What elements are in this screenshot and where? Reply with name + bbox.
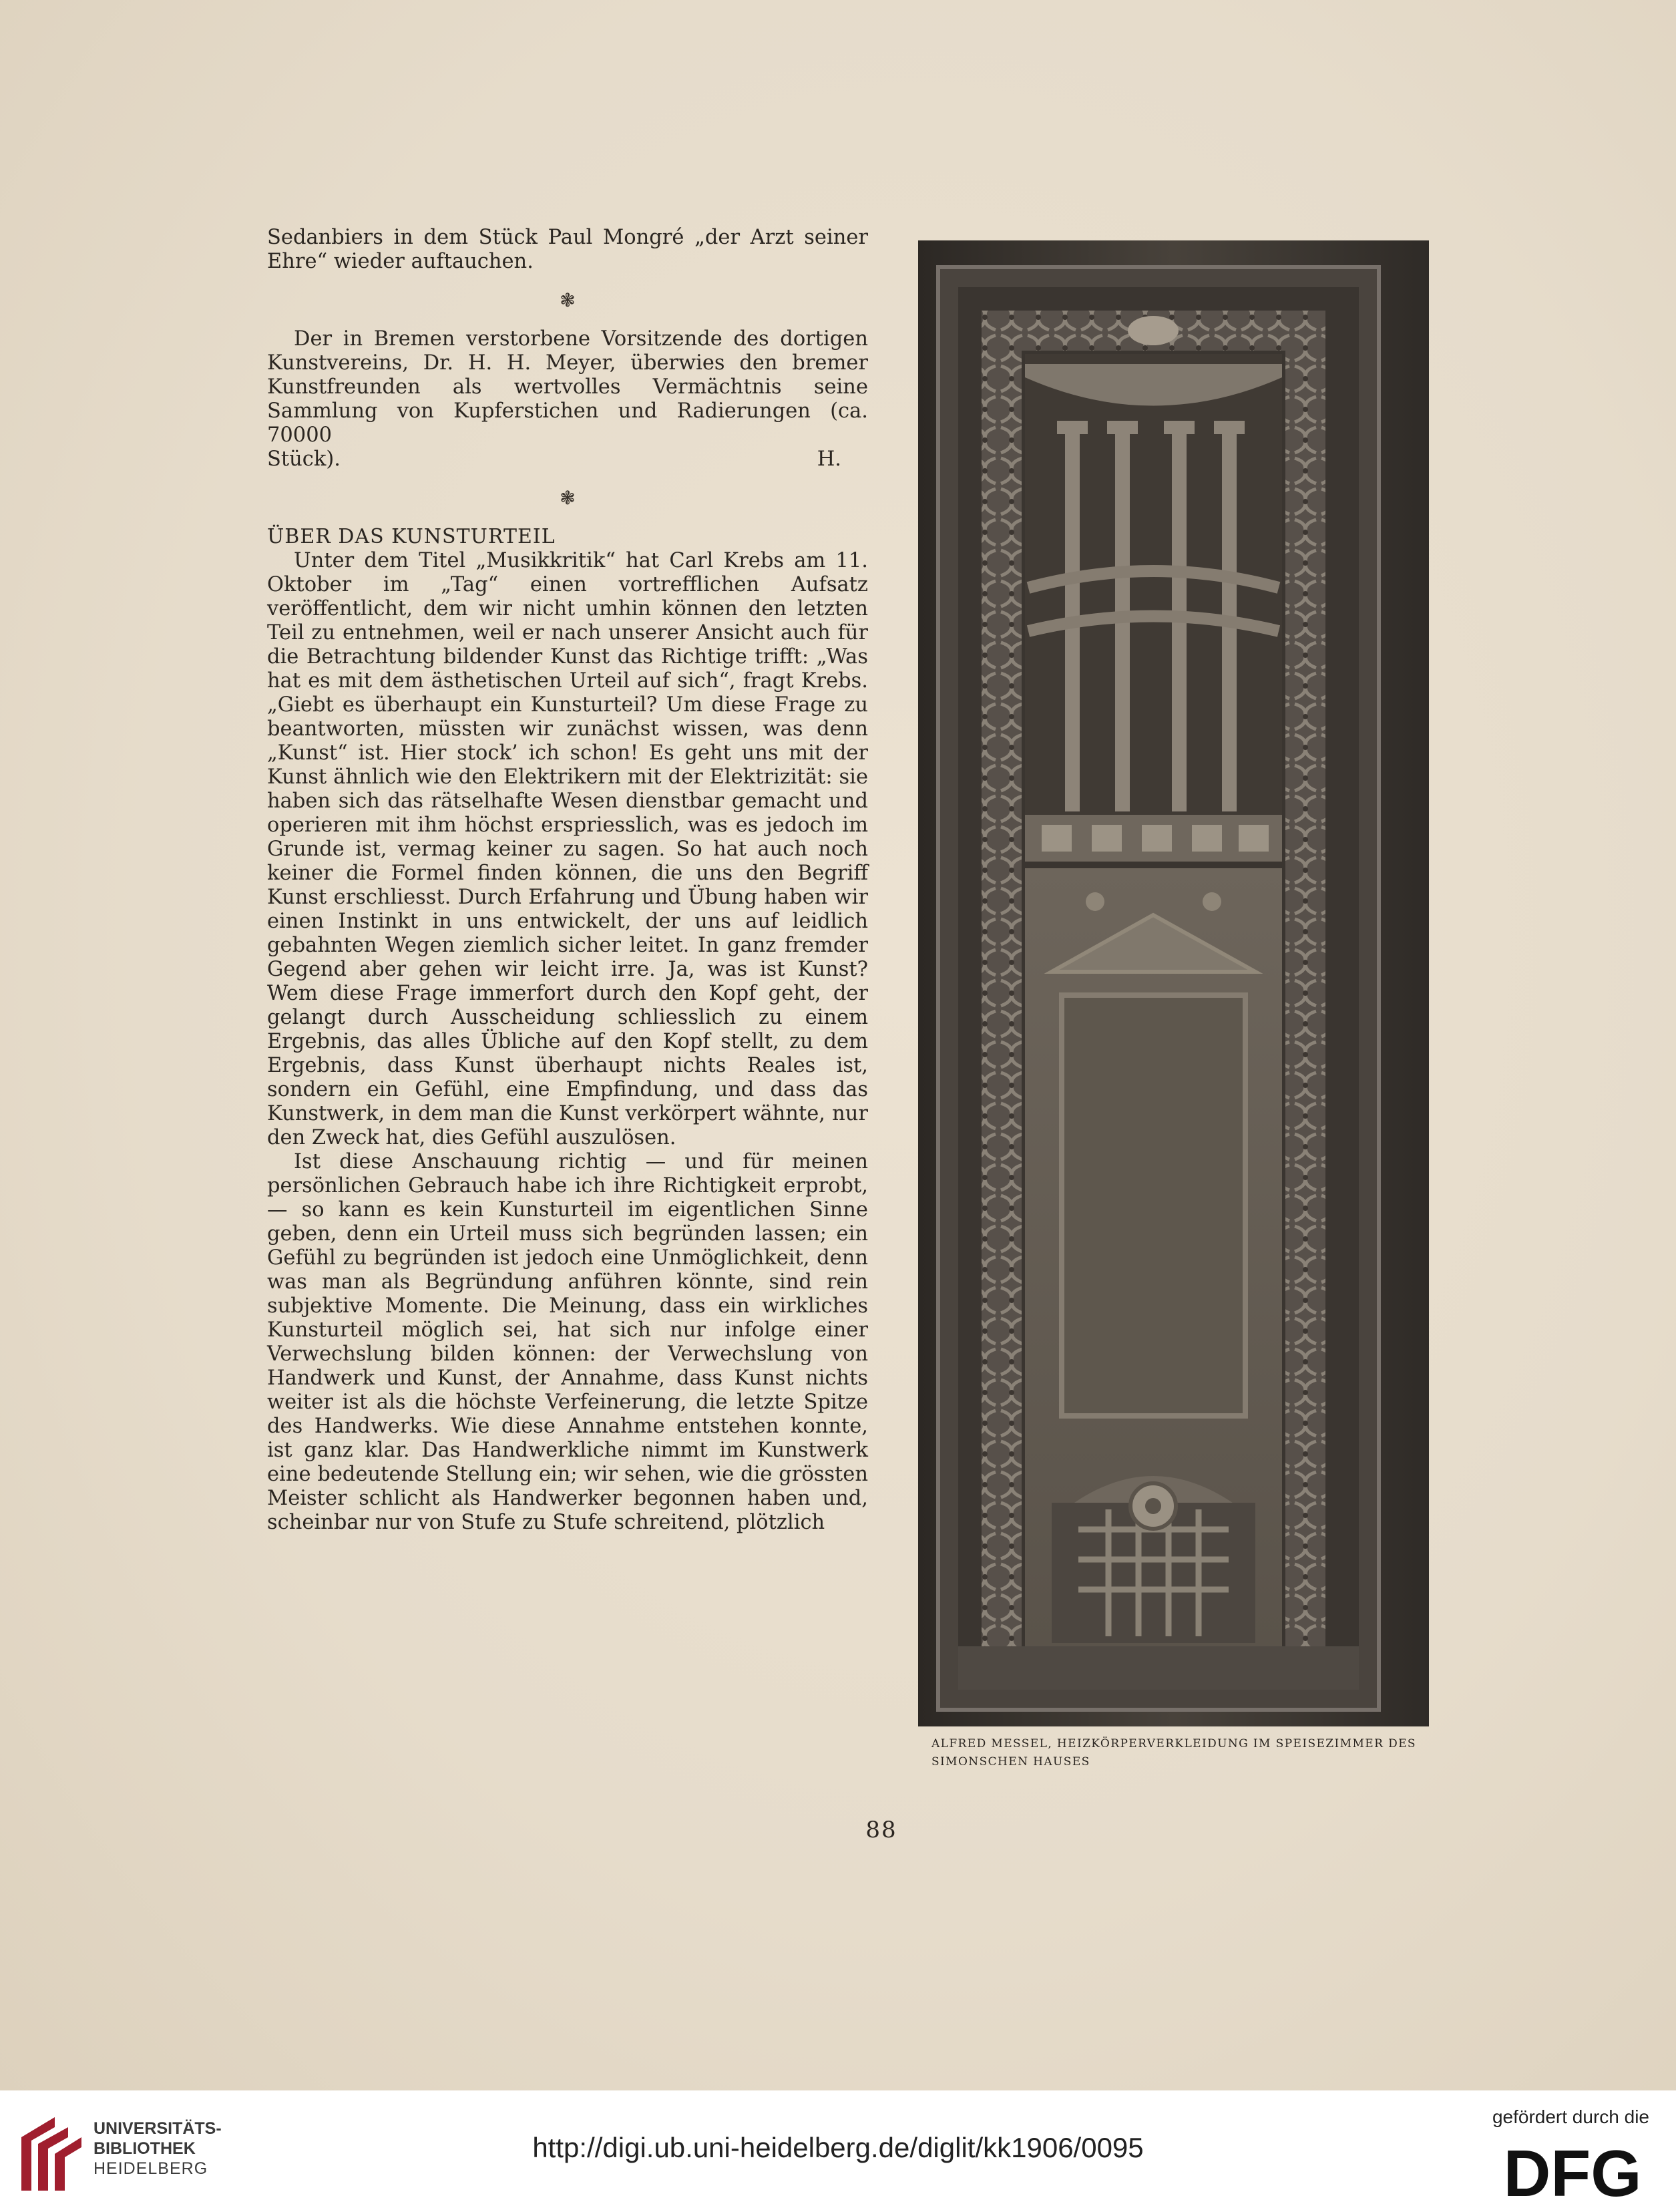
- notice-last-line: Stück).: [267, 447, 341, 471]
- body-paragraph: Unter dem Titel „Musikkritik“ hat Carl Krebs am 11. Oktober im „Tag“ einen vortrefflichen Aufsatz veröffentlicht, dem wir nicht umhin können den letzten Teil zu entnehmen, weil er nach unserer Ansicht auch für die Betrachtung bildender Kunst das Richtige trifft: „Was hat es mit dem ästhetischen Urteil auf sich“, fragt Krebs. „Giebt es überhaupt ein Kunsturteil? Um diese Frage zu beantworten, müssten wir zunächst wissen, was denn „Kunst“ ist. Hier stock’ ich schon! Es geht uns mit der Kunst ähnlich wie den Elektrikern mit der Elektrizität: sie haben sich das rätselhafte Wesen dienstbar gemacht und operieren mit ihm höchst erspriesslich, was es jedoch im Grunde ist, vermag keiner zu sagen. So hat auch noch keiner die Formel finden können, die uns den Begriff Kunst erschliesst. Durch Erfahrung und Übung haben wir einen Instinkt in uns entwickelt, der uns auf leidlich gebahnten Wegen ziemlich sicher leitet. In ganz fremder Gegend aber gehen wir leicht irre. Ja, was ist Kunst? Wem diese Frage immerfort durch den Kopf geht, der gelangt durch Ausscheidung schliesslich zu einem Ergebnis, das alles Übliche auf den Kopf stellt, zu dem Ergebnis, dass Kunst überhaupt nichts Reales ist, sondern ein Gefühl, eine Empfindung, und dass das Kunstwerk, in dem man die Kunst verkörpert wähnte, nur den Zweck hat, dies Gefühl auszulösen.: [267, 549, 868, 1149]
- text-column: [267, 226, 868, 1535]
- notice-closing-line: [267, 447, 868, 472]
- funding-label: gefördert durch die: [1492, 2106, 1649, 2127]
- svg-text:DFG: DFG: [1503, 2137, 1642, 2204]
- continued-paragraph: Sedanbiers in dem Stück Paul Mongré „der Arzt seiner Ehre“ wieder auftauchen.: [267, 226, 868, 273]
- notice-paragraph: Der in Bremen verstorbene Vorsitzende des dortigen Kunstvereins, Dr. H. H. Meyer, überwies den bremer Kunstfreunden als wertvolles Vermächtnis seine Sammlung von Kupferstichen und Radierungen (ca. 70000: [267, 327, 868, 447]
- page-number: 88: [865, 1817, 897, 1843]
- dfg-logo: [1492, 2137, 1653, 2204]
- library-name: UNIVERSITÄTS- BIBLIOTHEK HEIDELBERG: [93, 2119, 222, 2178]
- author-signature: H.: [817, 447, 841, 471]
- digitization-footer: [0, 2090, 1676, 2212]
- article-heading: ÜBER DAS KUNSTURTEIL: [267, 525, 556, 548]
- permalink[interactable]: http://digi.ub.uni-heidelberg.de/diglit/kk1906/0095: [532, 2132, 1144, 2163]
- section-separator: ❃: [560, 487, 576, 509]
- body-paragraph: Ist diese Anschauung richtig — und für meinen persönlichen Gebrauch habe ich ihre Richtigkeit erprobt, — so kann es kein Kunsturteil im eigentlichen Sinne geben, denn ein Urteil muss sich begründen lassen; ein Gefühl zu begründen ist jedoch eine Unmöglichkeit, denn was man als Begründung anführen könnte, sind rein subjektive Momente. Die Meinung, dass ein wirkliches Kunsturteil möglich sei, hat sich nur infolge einer Verwechslung bilden können: der Verwechslung von Handwerk und Kunst, der Annahme, dass Kunst nichts weiter ist als die höchste Verfeinerung, die letzte Spitze des Handwerks. Wie diese Annahme entstehen konnte, ist ganz klar. Das Handwerkliche nimmt im Kunstwerk eine bedeutende Stellung ein; wir sehen, wie die grössten Meister schlicht als Handwerker begonnen haben und, scheinbar nur von Stufe zu Stufe schreitend, plötzlich: [267, 1150, 868, 1534]
- radiator-cover-photo: [918, 240, 1429, 1726]
- figure-caption: ALFRED MESSEL, HEIZKÖRPERVERKLEIDUNG IM SPEISEZIMMER DES SIMONSCHEN HAUSES: [931, 1737, 1416, 1769]
- section-separator: ❃: [560, 289, 576, 311]
